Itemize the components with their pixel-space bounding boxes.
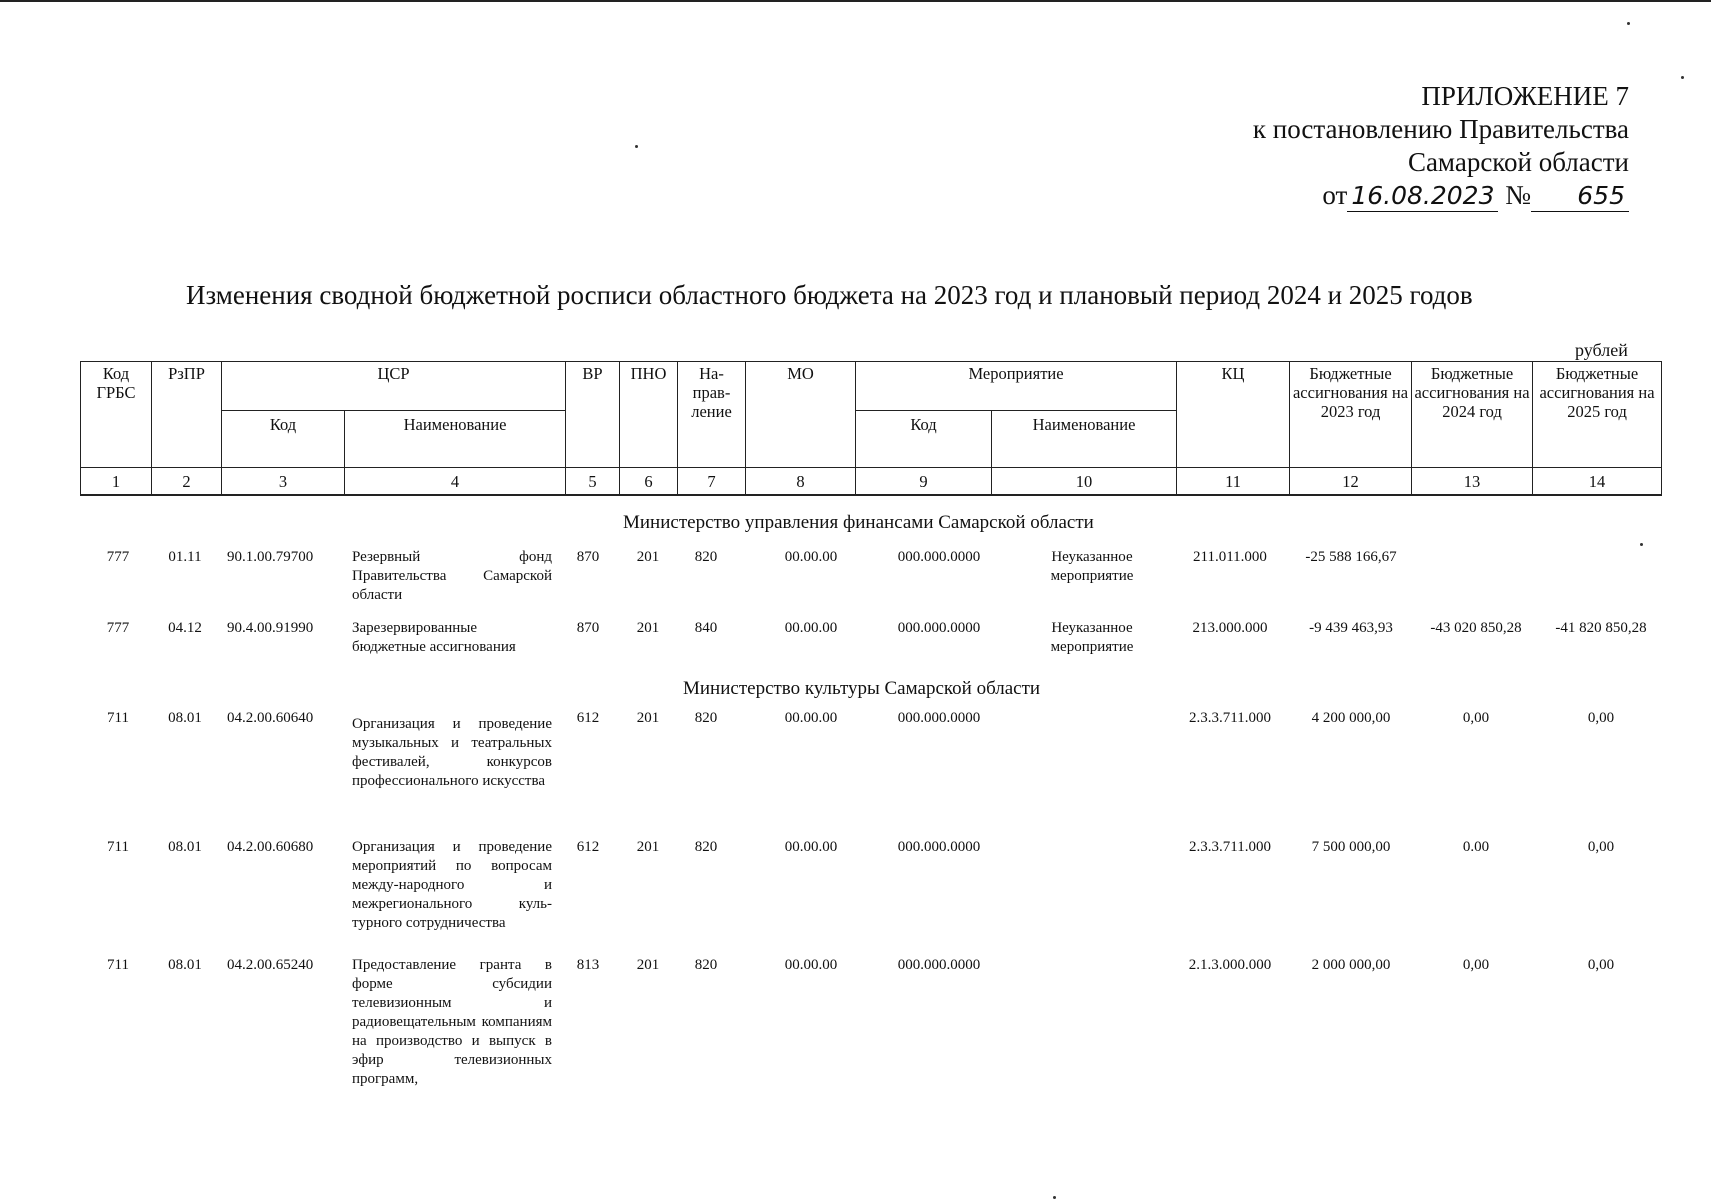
document-title: Изменения сводной бюджетной росписи областного бюджета на 2023 год и плановый период 2024 и 2025 годов	[186, 280, 1473, 310]
cell-csr: 90.1.00.79700	[227, 549, 314, 565]
appendix-block	[1253, 80, 1629, 212]
cell-name: Организация и проведение музыкальных и театральных фестивалей, конкурсов профессионального искусства	[352, 716, 552, 789]
header-column-number: 7	[678, 468, 746, 496]
section-culture-title: Министерство культуры Самарской области	[683, 678, 1041, 699]
cell-kc: 211.011.000	[1193, 549, 1267, 565]
cell-s2023: 2 000 000,00	[1311, 957, 1391, 973]
cell-name: Организация и проведение мероприятий по вопросам между-народного и межрегионального куль-турного сотрудничества	[352, 839, 552, 931]
cell-csr: 04.2.00.65240	[227, 957, 314, 973]
cell-s2023: 4 200 000,00	[1311, 710, 1391, 726]
cell-mo: 00.00.00	[784, 839, 838, 855]
appendix-date-line	[1253, 179, 1629, 212]
header-column-number: 12	[1290, 468, 1412, 496]
cell-name: Предоставление гранта в форме субсидии телевизионным и радиовещательным компаниям на производство и выпуск в эфир телевизионных программ,	[352, 957, 552, 1087]
cell-s2023: -9 439 463,93	[1309, 620, 1393, 636]
cell-s2024: 0,00	[1462, 957, 1490, 973]
header-column-number: 9	[856, 468, 992, 496]
cell-pno: 201	[636, 549, 660, 565]
handwritten-date: 16.08.2023	[1347, 181, 1498, 212]
cell-s2023: 7 500 000,00	[1311, 839, 1391, 855]
header-kc: КЦ	[1177, 362, 1290, 468]
cell-pno: 201	[636, 839, 660, 855]
cell-mer-kod: 000.000.0000	[897, 620, 981, 636]
cell-mer-name: Неуказанное мероприятие	[1050, 620, 1134, 655]
handwritten-number: 655	[1531, 181, 1629, 212]
header-column-number: 8	[746, 468, 856, 496]
appendix-title: ПРИЛОЖЕНИЕ 7	[1421, 81, 1629, 111]
header-csr: ЦСР	[222, 362, 566, 411]
cell-s2024: -43 020 850,28	[1430, 620, 1522, 636]
cell-mer-kod: 000.000.0000	[897, 549, 981, 565]
cell-name: Зарезервированные бюджетные ассигнования	[352, 620, 516, 655]
header-meropr-kod: Код	[856, 411, 992, 468]
header-column-numbers	[81, 468, 1662, 496]
appendix-line-3: Самарской области	[1407, 147, 1629, 177]
cell-csr: 90.4.00.91990	[227, 620, 314, 636]
header-column-number: 2	[152, 468, 222, 496]
header-kod-grbs: Код ГРБС	[81, 362, 152, 468]
header-meropr-name: Наименование	[992, 411, 1177, 468]
header-vr: ВР	[566, 362, 620, 468]
cell-grbs: 711	[107, 957, 129, 973]
cell-pno: 201	[636, 957, 660, 973]
table-header	[80, 361, 1662, 496]
header-csr-kod: Код	[222, 411, 345, 468]
cell-rzpr: 04.12	[168, 620, 202, 636]
header-column-number: 11	[1177, 468, 1290, 496]
cell-s2024: 0.00	[1462, 839, 1490, 855]
cell-napr: 820	[694, 957, 718, 973]
cell-mo: 00.00.00	[784, 620, 838, 636]
header-ba-2024: Бюджетные ассигнования на 2024 год	[1412, 362, 1533, 468]
header-csr-name: Наименование	[345, 411, 566, 468]
cell-grbs: 711	[107, 839, 129, 855]
scan-top-edge	[0, 0, 1711, 2]
cell-vr: 870	[576, 549, 600, 565]
cell-s2024: 0,00	[1462, 710, 1490, 726]
cell-mer-kod: 000.000.0000	[897, 710, 981, 726]
cell-rzpr: 08.01	[168, 839, 202, 855]
cell-pno: 201	[636, 710, 660, 726]
cell-vr: 870	[576, 620, 600, 636]
cell-vr: 813	[576, 957, 600, 973]
header-mo: МО	[746, 362, 856, 468]
cell-rzpr: 08.01	[168, 710, 202, 726]
cell-kc: 213.000.000	[1192, 620, 1268, 636]
cell-grbs: 777	[106, 620, 130, 636]
scan-speck	[1627, 22, 1630, 25]
cell-csr: 04.2.00.60640	[227, 710, 314, 726]
cell-rzpr: 08.01	[168, 957, 202, 973]
date-prefix: от	[1322, 180, 1348, 210]
cell-csr: 04.2.00.60680	[227, 839, 314, 855]
cell-mo: 00.00.00	[784, 957, 838, 973]
cell-s2025: 0,00	[1587, 839, 1615, 855]
cell-vr: 612	[576, 839, 600, 855]
cell-s2023: -25 588 166,67	[1305, 549, 1397, 565]
scan-speck	[635, 145, 638, 148]
cell-napr: 820	[694, 710, 718, 726]
header-meropriyatie: Мероприятие	[856, 362, 1177, 411]
header-column-number: 5	[566, 468, 620, 496]
header-ba-2025: Бюджетные ассигнования на 2025 год	[1533, 362, 1662, 468]
cell-kc: 2.3.3.711.000	[1189, 710, 1271, 726]
cell-grbs: 777	[106, 549, 130, 565]
header-column-number: 13	[1412, 468, 1533, 496]
cell-vr: 612	[576, 710, 600, 726]
cell-s2025: 0,00	[1587, 710, 1615, 726]
cell-grbs: 711	[107, 710, 129, 726]
appendix-line-2: к постановлению Правительства	[1252, 114, 1629, 144]
cell-mo: 00.00.00	[784, 549, 838, 565]
cell-mer-kod: 000.000.0000	[897, 839, 981, 855]
scan-speck	[1681, 76, 1684, 79]
cell-napr: 820	[694, 549, 718, 565]
header-column-number: 4	[345, 468, 566, 496]
units-label: рублей	[1575, 340, 1628, 360]
section-finance-title: Министерство управления финансами Самарской области	[623, 512, 1094, 533]
cell-kc: 2.3.3.711.000	[1189, 839, 1271, 855]
cell-kc: 2.1.3.000.000	[1188, 957, 1272, 973]
cell-pno: 201	[636, 620, 660, 636]
cell-name: Резервный фонд Правительства Самарской области	[352, 549, 552, 603]
header-pno: ПНО	[620, 362, 678, 468]
cell-mer-name: Неуказанное мероприятие	[1050, 549, 1134, 584]
cell-napr: 820	[694, 839, 718, 855]
header-column-number: 1	[81, 468, 152, 496]
scan-speck	[1640, 543, 1643, 546]
header-ba-2023: Бюджетные ассигнования на 2023 год	[1290, 362, 1412, 468]
scan-speck	[1053, 1196, 1056, 1199]
number-sign: №	[1505, 180, 1531, 210]
header-column-number: 3	[222, 468, 345, 496]
header-rzpr: РзПР	[152, 362, 222, 468]
header-column-number: 14	[1533, 468, 1662, 496]
cell-mo: 00.00.00	[784, 710, 838, 726]
cell-s2025: -41 820 850,28	[1555, 620, 1647, 636]
cell-mer-kod: 000.000.0000	[897, 957, 981, 973]
cell-napr: 840	[694, 620, 718, 636]
header-column-number: 10	[992, 468, 1177, 496]
cell-rzpr: 01.11	[168, 549, 202, 565]
header-column-number: 6	[620, 468, 678, 496]
header-napravlenie: На- прав- ление	[678, 362, 746, 468]
cell-s2025: 0,00	[1587, 957, 1615, 973]
